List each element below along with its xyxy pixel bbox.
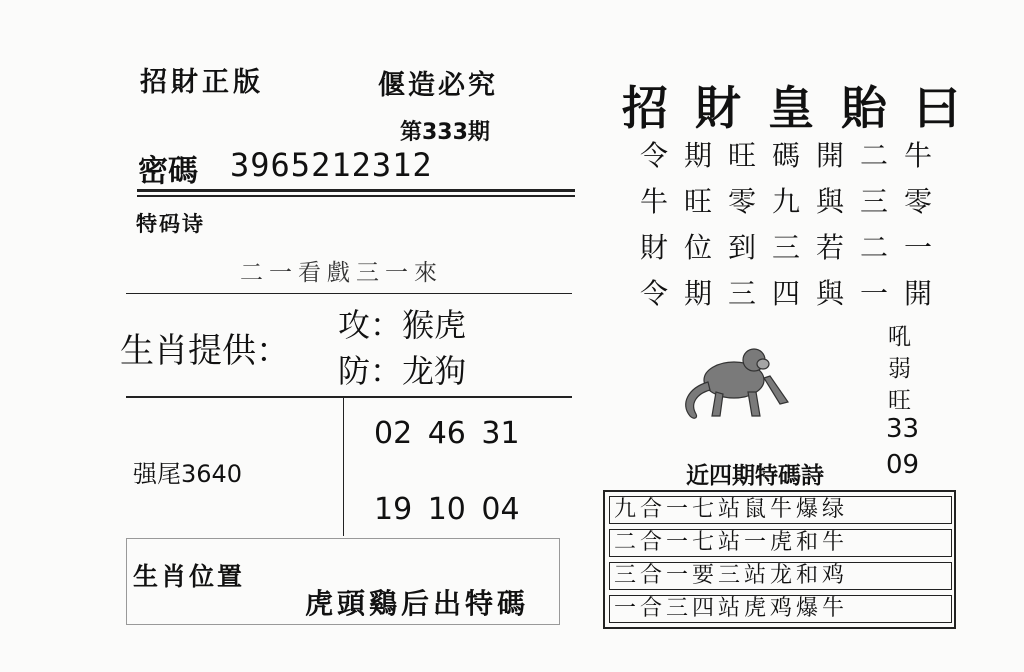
- side-char: 旺: [888, 388, 911, 414]
- oracle-line: 令期旺碼開二牛: [640, 139, 949, 172]
- recent-poem-row: 二合一七站一虎和牛: [609, 529, 952, 557]
- strong-tail: 强尾3640: [133, 460, 243, 488]
- side-char: 弱: [888, 356, 911, 382]
- zodiac-divider: [126, 396, 572, 398]
- numbers-divider: [343, 398, 344, 536]
- recent-poems-table: [603, 490, 956, 629]
- oracle-title: 招財皇貽曰: [622, 81, 987, 135]
- side-number: 09: [886, 450, 920, 480]
- recent-poem-row: 三合一要三站龙和鸡: [609, 562, 952, 590]
- copyright-notice: 偃造必究: [378, 70, 498, 101]
- password-label: 密碼: [138, 154, 198, 189]
- header-divider-bottom: [137, 195, 575, 197]
- poem-divider: [126, 293, 572, 294]
- numbers-row: 02 46 31: [374, 416, 520, 451]
- recent-poems-label: 近四期特碼詩: [686, 463, 824, 489]
- header-divider-top: [137, 189, 575, 192]
- poem-text: 二一看戲三一來: [240, 260, 443, 286]
- position-text: 虎頭鷄后出特碼: [305, 587, 530, 620]
- attack-zodiac: 攻：猴虎: [338, 306, 467, 344]
- oracle-line: 牛旺零九與三零: [640, 185, 949, 218]
- side-char: 吼: [888, 324, 911, 350]
- recent-poem-row: 一合三四站虎鸡爆牛: [609, 595, 952, 623]
- oracle-line: 令期三四與一開: [640, 277, 949, 310]
- side-number: 33: [886, 414, 920, 444]
- password-value: 3965212312: [230, 146, 433, 184]
- recent-poem-row: 九合一七站鼠牛爆绿: [609, 496, 952, 524]
- brand-title: 招財正版: [140, 67, 264, 98]
- issue-number: 第333期: [400, 120, 490, 145]
- defend-zodiac: 防：龙狗: [338, 352, 467, 390]
- position-label: 生肖位置: [133, 562, 246, 591]
- oracle-line: 財位到三若二一: [640, 231, 949, 264]
- numbers-row: 19 10 04: [374, 492, 520, 527]
- poem-label: 特码诗: [136, 212, 205, 236]
- zodiac-label: 生肖提供：: [120, 331, 290, 371]
- monkey-icon: [668, 338, 798, 428]
